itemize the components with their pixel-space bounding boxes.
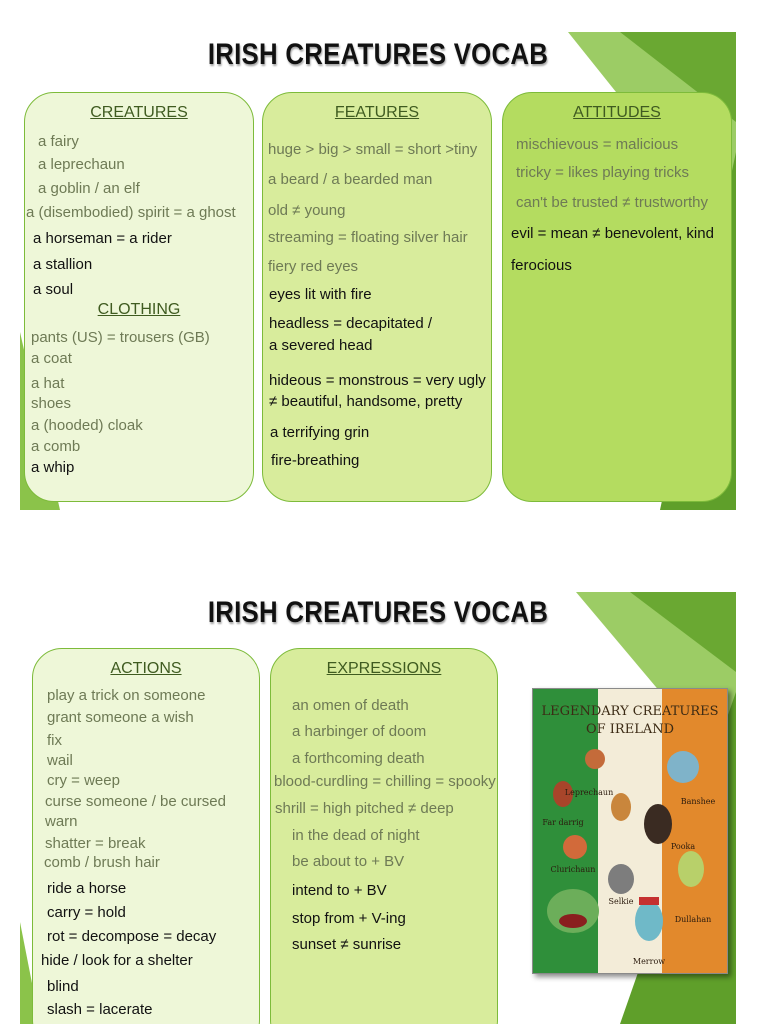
creature-face — [563, 835, 587, 859]
expression-item: an omen of death — [292, 697, 409, 714]
feature-item: fire-breathing — [271, 452, 360, 469]
action-item: carry = hold — [47, 904, 126, 921]
clothing-item: shoes — [31, 395, 72, 412]
slide-1 — [20, 32, 736, 510]
feature-item: a terrifying grin — [270, 424, 370, 441]
expression-item: sunset ≠ sunrise — [292, 936, 402, 953]
feature-item: ≠ beautiful, handsome, pretty — [269, 393, 463, 410]
action-item: shatter = break — [45, 835, 146, 852]
clothing-item: a comb — [31, 438, 81, 455]
action-item: play a trick on someone — [47, 687, 206, 704]
clothing-item: a (hooded) cloak — [31, 417, 143, 434]
poster-label: Banshee — [680, 797, 716, 806]
selkie-face — [608, 864, 634, 894]
poster-title-line1: LEGENDARY CREATURES — [541, 704, 719, 719]
poster-label: Far darrig — [542, 818, 584, 827]
feature-item: hideous = monstrous = very ugly — [269, 372, 486, 389]
action-item: ride a horse — [47, 880, 127, 897]
creature-item: a fairy — [38, 133, 79, 150]
creatures-heading: CREATURES — [90, 104, 188, 121]
feature-item: headless = decapitated / — [269, 315, 433, 332]
expression-item: in the dead of night — [292, 827, 420, 844]
attitude-item: tricky = likes playing tricks — [516, 164, 689, 181]
expression-item: blood-curdling = chilling = spooky — [274, 773, 496, 790]
actions-heading: ACTIONS — [110, 660, 182, 677]
expression-item: intend to + BV — [292, 882, 387, 899]
action-item: slash = lacerate — [47, 1001, 153, 1018]
poster-label: Dullahan — [674, 915, 712, 924]
creature-mouth — [559, 914, 587, 928]
clothing-item: pants (US) = trousers (GB) — [31, 329, 210, 346]
action-item: hide / look for a shelter — [41, 952, 193, 969]
legendary-creatures-poster — [532, 688, 728, 974]
creatures-panel — [24, 92, 254, 502]
creature-item: a soul — [33, 281, 74, 298]
slide-2 — [20, 592, 736, 1024]
action-item: curse someone / be cursed — [45, 793, 226, 810]
expression-item: shrill = high pitched ≠ deep — [275, 800, 454, 817]
expression-item: a forthcoming death — [292, 750, 425, 767]
creature-face — [611, 793, 631, 821]
feature-item: a severed head — [269, 337, 373, 354]
banshee-face — [667, 751, 699, 783]
expressions-panel — [270, 648, 498, 1024]
feature-item: a beard / a bearded man — [268, 171, 433, 188]
feature-item: old ≠ young — [268, 202, 346, 219]
feature-item: streaming = floating silver hair — [268, 229, 468, 246]
action-item: wail — [47, 752, 73, 769]
features-panel — [262, 92, 492, 502]
poster-label: Leprechaun — [564, 788, 614, 797]
attitudes-heading: ATTITUDES — [573, 104, 661, 121]
clothing-item: a whip — [31, 459, 75, 476]
attitudes-panel — [502, 92, 732, 502]
action-item: warn — [45, 813, 78, 830]
attitude-item: evil = mean ≠ benevolent, kind — [511, 225, 714, 242]
clothing-item: a hat — [31, 375, 65, 392]
clothing-item: a coat — [31, 350, 72, 367]
dullahan-face — [678, 851, 704, 887]
poster-label: Selkie — [608, 897, 634, 906]
creature-face — [585, 749, 605, 769]
creature-item: a stallion — [33, 256, 93, 273]
poster-label: Pooka — [670, 842, 696, 851]
features-heading: FEATURES — [334, 104, 420, 121]
expressions-heading: EXPRESSIONS — [326, 660, 442, 677]
feature-item: huge > big > small = short >tiny — [268, 141, 478, 158]
poster-title-line2: OF IRELAND — [585, 722, 675, 737]
creature-item: a leprechaun — [38, 156, 125, 173]
creature-item: a goblin / an elf — [38, 180, 140, 197]
action-item: grant someone a wish — [47, 709, 194, 726]
action-item: blind — [47, 978, 79, 995]
actions-panel — [32, 648, 260, 1024]
action-item: rot = decompose = decay — [47, 928, 217, 945]
poster-label: Merrow — [632, 957, 666, 966]
feature-item: eyes lit with fire — [269, 286, 372, 303]
poster-label: Clurichaun — [550, 865, 596, 874]
creature-item: a (disembodied) spirit = a ghost — [26, 204, 236, 221]
attitude-item: mischievous = malicious — [516, 136, 679, 153]
slide-title: IRISH CREATURES VOCAB — [207, 38, 549, 71]
attitude-item: can't be trusted ≠ trustworthy — [516, 194, 709, 211]
action-item: fix — [47, 732, 62, 749]
clothing-heading: CLOTHING — [97, 301, 181, 318]
merrow-face — [635, 901, 663, 941]
expression-item: be about to + BV — [292, 853, 405, 870]
slide-title: IRISH CREATURES VOCAB — [207, 596, 549, 629]
pooka-face — [644, 804, 672, 844]
expression-item: a harbinger of doom — [292, 723, 427, 740]
action-item: cry = weep — [47, 772, 120, 789]
attitude-item: ferocious — [511, 257, 572, 274]
creature-item: a horseman = a rider — [33, 230, 172, 247]
feature-item: fiery red eyes — [268, 258, 359, 275]
merrow-cap — [639, 897, 659, 905]
action-item: comb / brush hair — [44, 854, 160, 871]
expression-item: stop from + V-ing — [292, 910, 406, 927]
